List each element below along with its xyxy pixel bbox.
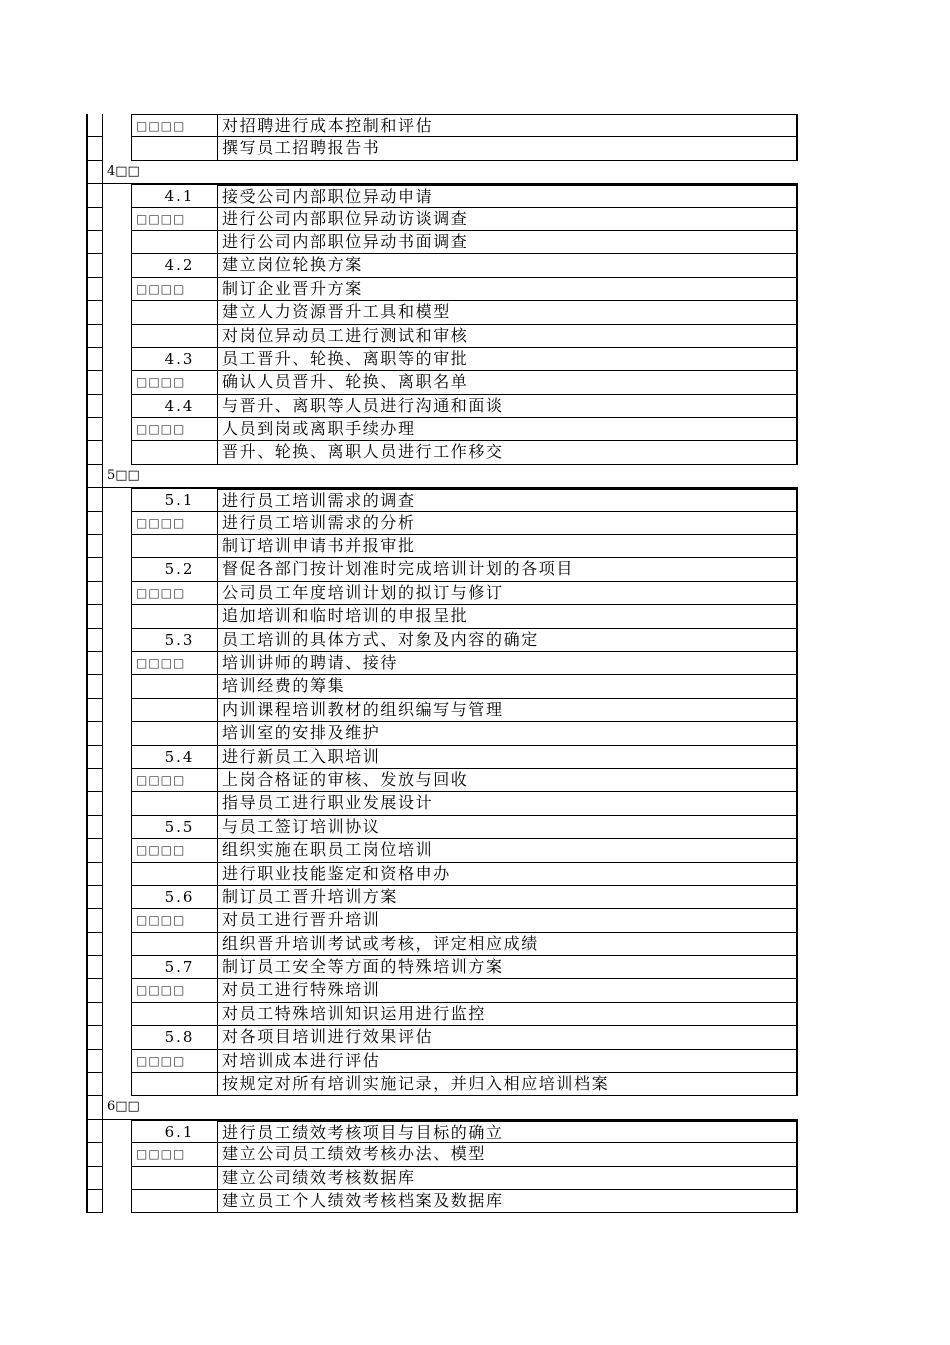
index-cell xyxy=(86,652,103,675)
index-cell xyxy=(86,769,103,792)
duty-description-cell: 公司员工年度培训计划的拟订与修订 xyxy=(217,582,798,605)
duty-code-cell: □□□□ xyxy=(131,371,217,394)
duty-description-cell: 进行员工绩效考核项目与目标的确立 xyxy=(217,1120,798,1143)
duty-description-cell: 进行新员工入职培训 xyxy=(217,746,798,769)
table-row xyxy=(86,558,798,581)
duty-description-cell: 制订员工晋升培训方案 xyxy=(217,886,798,909)
index-cell xyxy=(86,208,103,231)
table-row xyxy=(86,488,798,511)
table-row xyxy=(86,301,798,324)
index-cell xyxy=(86,278,103,301)
index-cell xyxy=(86,418,103,441)
duty-code-cell xyxy=(131,1073,217,1096)
duty-code-cell: 4.2 xyxy=(131,254,217,277)
table-row xyxy=(86,325,798,348)
table-row xyxy=(86,1120,798,1143)
index-cell xyxy=(86,1190,103,1213)
index-cell xyxy=(86,1073,103,1096)
duty-code-cell xyxy=(131,722,217,745)
duty-description-cell: 对各项目培训进行效果评估 xyxy=(217,1026,798,1049)
index-cell xyxy=(86,254,103,277)
duty-description-cell: 对员工进行特殊培训 xyxy=(217,979,798,1002)
section-label: 6□□ xyxy=(103,1096,798,1119)
index-cell xyxy=(86,746,103,769)
index-cell xyxy=(86,114,103,137)
table-row xyxy=(86,1073,798,1096)
index-cell xyxy=(86,371,103,394)
table-row xyxy=(86,441,798,464)
table-row xyxy=(86,652,798,675)
index-cell xyxy=(86,137,103,160)
index-cell xyxy=(86,1026,103,1049)
duty-code-cell: □□□□ xyxy=(131,418,217,441)
index-cell xyxy=(86,792,103,815)
duty-code-cell: 5.8 xyxy=(131,1026,217,1049)
duty-description-cell: 对培训成本进行评估 xyxy=(217,1050,798,1073)
duty-code-cell: □□□□ xyxy=(131,839,217,862)
duty-code-cell: □□□□ xyxy=(131,1143,217,1166)
duty-code-cell xyxy=(131,863,217,886)
duty-code-cell: □□□□ xyxy=(131,1050,217,1073)
table-row xyxy=(86,254,798,277)
duty-description-cell: 进行员工培训需求的分析 xyxy=(217,512,798,535)
duty-code-cell xyxy=(131,1190,217,1213)
index-cell xyxy=(86,979,103,1002)
duty-description-cell: 晋升、轮换、离职人员进行工作移交 xyxy=(217,441,798,464)
index-cell xyxy=(86,465,103,488)
duty-description-cell: 确认人员晋升、轮换、离职名单 xyxy=(217,371,798,394)
table-row xyxy=(86,675,798,698)
table-row xyxy=(86,629,798,652)
index-cell xyxy=(86,933,103,956)
duty-description-cell: 员工培训的具体方式、对象及内容的确定 xyxy=(217,629,798,652)
duty-description-cell: 督促各部门按计划准时完成培训计划的各项目 xyxy=(217,558,798,581)
duty-description-cell: 建立公司员工绩效考核办法、模型 xyxy=(217,1143,798,1166)
index-cell xyxy=(86,161,103,184)
duty-code-cell xyxy=(131,325,217,348)
duty-code-cell: 6.1 xyxy=(131,1120,217,1143)
duty-description-cell: 组织晋升培训考试或考核，评定相应成绩 xyxy=(217,933,798,956)
index-cell xyxy=(86,629,103,652)
duty-description-cell: 与晋升、离职等人员进行沟通和面谈 xyxy=(217,395,798,418)
table-row xyxy=(86,231,798,254)
index-cell xyxy=(86,605,103,628)
table-row xyxy=(86,184,798,207)
table-row xyxy=(86,208,798,231)
index-cell xyxy=(86,839,103,862)
section-row xyxy=(86,465,798,488)
duty-description-cell: 按规定对所有培训实施记录，并归入相应培训档案 xyxy=(217,1073,798,1096)
index-cell xyxy=(86,956,103,979)
index-cell xyxy=(86,348,103,371)
index-cell xyxy=(86,1003,103,1026)
duty-code-cell xyxy=(131,137,217,160)
duty-code-cell: □□□□ xyxy=(131,769,217,792)
index-cell xyxy=(86,488,103,511)
duty-description-cell: 建立员工个人绩效考核档案及数据库 xyxy=(217,1190,798,1213)
table-row xyxy=(86,956,798,979)
duty-description-cell: 建立岗位轮换方案 xyxy=(217,254,798,277)
duty-description-cell: 接受公司内部职位异动申请 xyxy=(217,184,798,207)
table-row xyxy=(86,933,798,956)
duty-description-cell: 对岗位异动员工进行测试和审核 xyxy=(217,325,798,348)
index-cell xyxy=(86,816,103,839)
duty-code-cell xyxy=(131,605,217,628)
section-label: 4□□ xyxy=(103,161,798,184)
index-cell xyxy=(86,699,103,722)
duty-code-cell: 4.1 xyxy=(131,184,217,207)
job-duties-table xyxy=(86,114,798,1213)
section-row xyxy=(86,1096,798,1119)
index-cell xyxy=(86,1120,103,1143)
table-row xyxy=(86,1190,798,1213)
index-cell xyxy=(86,1143,103,1166)
duty-code-cell: 5.5 xyxy=(131,816,217,839)
table-row xyxy=(86,863,798,886)
index-cell xyxy=(86,558,103,581)
table-row xyxy=(86,699,798,722)
duty-code-cell xyxy=(131,1167,217,1190)
duty-code-cell: □□□□ xyxy=(131,208,217,231)
table-row xyxy=(86,535,798,558)
duty-description-cell: 组织实施在职员工岗位培训 xyxy=(217,839,798,862)
table-row xyxy=(86,1003,798,1026)
duty-code-cell xyxy=(131,231,217,254)
table-row xyxy=(86,418,798,441)
duty-code-cell: □□□□ xyxy=(131,909,217,932)
index-cell xyxy=(86,231,103,254)
duty-code-cell: □□□□ xyxy=(131,114,217,137)
table-row xyxy=(86,278,798,301)
duty-description-cell: 培训讲师的聘请、接待 xyxy=(217,652,798,675)
duty-description-cell: 撰写员工招聘报告书 xyxy=(217,137,798,160)
duty-code-cell: 4.4 xyxy=(131,395,217,418)
duty-code-cell xyxy=(131,792,217,815)
index-cell xyxy=(86,582,103,605)
table-row xyxy=(86,979,798,1002)
duty-code-cell xyxy=(131,933,217,956)
table-row xyxy=(86,348,798,371)
duty-description-cell: 人员到岗或离职手续办理 xyxy=(217,418,798,441)
duty-description-cell: 进行职业技能鉴定和资格申办 xyxy=(217,863,798,886)
duty-description-cell: 制订员工安全等方面的特殊培训方案 xyxy=(217,956,798,979)
index-cell xyxy=(86,512,103,535)
duty-description-cell: 进行公司内部职位异动访谈调查 xyxy=(217,208,798,231)
duty-description-cell: 对员工进行晋升培训 xyxy=(217,909,798,932)
duty-description-cell: 上岗合格证的审核、发放与回收 xyxy=(217,769,798,792)
duty-code-cell: □□□□ xyxy=(131,652,217,675)
index-cell xyxy=(86,863,103,886)
duty-description-cell: 制订培训申请书并报审批 xyxy=(217,535,798,558)
duty-code-cell: □□□□ xyxy=(131,512,217,535)
table-row xyxy=(86,582,798,605)
table-row xyxy=(86,886,798,909)
duty-code-cell xyxy=(131,301,217,324)
index-cell xyxy=(86,325,103,348)
duty-description-cell: 内训课程培训教材的组织编写与管理 xyxy=(217,699,798,722)
section-row xyxy=(86,161,798,184)
table-row xyxy=(86,1026,798,1049)
table-row xyxy=(86,792,798,815)
duty-code-cell: 5.4 xyxy=(131,746,217,769)
duty-code-cell xyxy=(131,675,217,698)
duty-description-cell: 培训经费的筹集 xyxy=(217,675,798,698)
section-label: 5□□ xyxy=(103,465,798,488)
table-row xyxy=(86,816,798,839)
duty-code-cell: 5.7 xyxy=(131,956,217,979)
table-row xyxy=(86,137,798,160)
duty-code-cell xyxy=(131,535,217,558)
duty-code-cell: □□□□ xyxy=(131,278,217,301)
duty-description-cell: 制订企业晋升方案 xyxy=(217,278,798,301)
duty-code-cell: 5.6 xyxy=(131,886,217,909)
index-cell xyxy=(86,395,103,418)
duty-code-cell: 5.2 xyxy=(131,558,217,581)
table-row xyxy=(86,1050,798,1073)
duty-description-cell: 建立公司绩效考核数据库 xyxy=(217,1167,798,1190)
duty-description-cell: 追加培训和临时培训的申报呈批 xyxy=(217,605,798,628)
table-row xyxy=(86,909,798,932)
index-cell xyxy=(86,1050,103,1073)
duty-description-cell: 对员工特殊培训知识运用进行监控 xyxy=(217,1003,798,1026)
table-row xyxy=(86,114,798,137)
index-cell xyxy=(86,184,103,207)
duty-code-cell xyxy=(131,699,217,722)
duty-code-cell: 5.1 xyxy=(131,488,217,511)
index-cell xyxy=(86,535,103,558)
duty-description-cell: 培训室的安排及维护 xyxy=(217,722,798,745)
table-row xyxy=(86,839,798,862)
table-row xyxy=(86,605,798,628)
duty-description-cell: 进行员工培训需求的调查 xyxy=(217,488,798,511)
index-cell xyxy=(86,886,103,909)
duty-code-cell: □□□□ xyxy=(131,979,217,1002)
index-cell xyxy=(86,675,103,698)
duty-code-cell: □□□□ xyxy=(131,582,217,605)
duty-description-cell: 员工晋升、轮换、离职等的审批 xyxy=(217,348,798,371)
index-cell xyxy=(86,1096,103,1119)
index-cell xyxy=(86,441,103,464)
index-cell xyxy=(86,1167,103,1190)
duty-code-cell: 5.3 xyxy=(131,629,217,652)
table-row xyxy=(86,371,798,394)
duty-description-cell: 进行公司内部职位异动书面调查 xyxy=(217,231,798,254)
table-row xyxy=(86,512,798,535)
table-row xyxy=(86,722,798,745)
index-cell xyxy=(86,722,103,745)
duty-description-cell: 指导员工进行职业发展设计 xyxy=(217,792,798,815)
index-cell xyxy=(86,301,103,324)
duty-code-cell: 4.3 xyxy=(131,348,217,371)
duty-description-cell: 对招聘进行成本控制和评估 xyxy=(217,114,798,137)
table-row xyxy=(86,1167,798,1190)
table-row xyxy=(86,769,798,792)
duty-code-cell xyxy=(131,441,217,464)
duty-code-cell xyxy=(131,1003,217,1026)
table-row xyxy=(86,395,798,418)
duty-description-cell: 建立人力资源晋升工具和模型 xyxy=(217,301,798,324)
index-cell xyxy=(86,909,103,932)
duty-description-cell: 与员工签订培训协议 xyxy=(217,816,798,839)
table-row xyxy=(86,1143,798,1166)
table-row xyxy=(86,746,798,769)
